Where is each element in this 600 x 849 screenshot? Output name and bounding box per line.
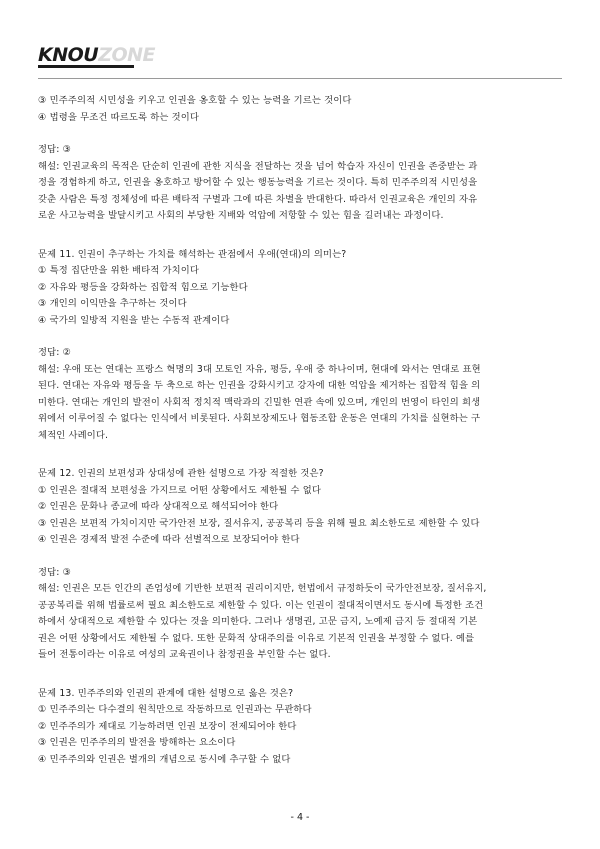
page-number: - 4 - [290,812,310,823]
explanation-line: 들어 전통이라는 이유로 여성의 교육권이나 참정권을 부인할 수는 없다. [38,649,331,660]
choice-line: ③ 인권은 민주주의의 발전을 방해하는 요소이다 [38,737,236,748]
question-block-12 [38,466,562,549]
document-body [38,93,562,768]
carryover-answer [38,142,562,225]
explanation-line: 위에서 이루어질 수 없다는 인식에서 비롯된다. 사회보장제도나 협동조합 운동은 연대의 가치를 실현하는 구 [38,413,481,424]
explanation-line: 권은 어떤 상황에서도 제한될 수 없다. 또한 문화적 상대주의를 이유로 기본적 인권을 부정할 수 없다. 예를 [38,632,475,644]
explanation-line: 해설: 인권은 모든 인간의 존엄성에 기반한 보편적 권리이지만, 헌법에서 규정하듯이 국가안전보장, 질서유지, [38,583,487,594]
explanation-line: 해설: 인권교육의 목적은 단순히 인권에 관한 지식을 전달하는 것을 넘어 학습자 자신이 인권을 존중받는 과 [38,160,478,172]
choice-line: ③ 개인의 이익만을 추구하는 것이다 [38,298,187,309]
spacer [38,126,562,142]
logo-text [38,44,155,66]
explanation-line: 로운 사고능력을 발달시키고 사회의 부당한 지배와 억압에 저항할 수 있는 힘을 길러내는 과정이다. [38,210,444,221]
explanation-line: 체적인 사례이다. [38,429,109,441]
choice-line: ④ 법령을 무조건 따르도록 하는 것이다 [38,111,199,123]
choice-line: ① 민주주의는 다수결의 원칙만으로 작동하므로 인권과는 무관하다 [38,704,312,715]
spacer [38,329,562,345]
question-text: 문제 11. 인권이 추구하는 가치를 해석하는 관점에서 우애(연대)의 의미는? [38,248,347,260]
header-divider [38,78,562,79]
explanation-line: 미한다. 연대는 개인의 발전이 사회적 정치적 맥락과의 긴밀한 연관 속에 있으며, 개인의 번영이 타인의 희생 [38,396,481,408]
logo-part-zone: ZONE [98,44,156,66]
spacer [38,664,562,686]
explanation-line: 해설: 우애 또는 연대는 프랑스 혁명의 3대 모토인 자유, 평등, 우애 중 하나이며, 현대에 와서는 연대로 표현 [38,363,481,375]
answer-label: 정답: ③ [38,566,72,578]
explanation-line: 정을 경험하게 하고, 인권을 옹호하고 방어할 수 있는 행동능력을 기르는 것이다. 특히 민주주의적 시민성을 [38,177,478,188]
spacer [38,549,562,565]
answer-label: 정답: ③ [38,144,72,155]
explanation-line: 된다. 연대는 자유와 평등을 두 축으로 하는 인권을 강화시키고 강자에 대한 억압을 제거하는 집합적 힘을 의 [38,380,481,391]
answer-block-11 [38,345,562,444]
choice-line: ② 자유와 평등을 강화하는 집합적 힘으로 기능한다 [38,281,248,293]
choice-line: ③ 민주주의적 시민성을 키우고 인권을 옹호할 수 있는 능력을 기르는 것이다 [38,95,352,106]
spacer [38,225,562,247]
choice-line: ③ 인권은 보편적 가치이지만 국가안전 보장, 질서유지, 공공복리 등을 위해 필요 최소한도로 제한할 수 있다 [38,517,480,529]
explanation-line: 갖춘 사람은 특정 정체성에 따른 배타적 구별과 그에 따른 차별을 반대한다. 따라서 인권교육은 개인의 자유 [38,193,478,205]
logo [38,44,562,70]
answer-block-12 [38,565,562,664]
logo-part-nou: NOU [52,44,99,66]
choice-line: ④ 인권은 경제적 발전 수준에 따라 선별적으로 보장되어야 한다 [38,534,300,545]
explanation-line: 공공복리를 위해 법률로써 필요 최소한도로 제한할 수 있다. 이는 인권이 절대적이면서도 동시에 특정한 조건 [38,599,484,611]
choice-line: ② 인권은 문화나 종교에 따라 상대적으로 해석되어야 한다 [38,501,279,512]
choice-line: ④ 민주주의와 인권은 별개의 개념으로 동시에 추구할 수 없다 [38,753,291,765]
carryover-choices [38,93,562,126]
choice-line: ④ 국가의 일방적 지원을 받는 수동적 관계이다 [38,314,230,326]
answer-label: 정답: ② [38,347,72,358]
choice-line: ① 특정 집단만을 위한 배타적 가치이다 [38,265,199,276]
question-block-11 [38,247,562,330]
choice-line: ② 민주주의가 제대로 기능하려면 인권 보장이 전제되어야 한다 [38,720,297,732]
spacer [38,444,562,466]
question-block-13 [38,686,562,769]
choice-line: ① 인권은 절대적 보편성을 가지므로 어떤 상황에서도 제한될 수 없다 [38,484,321,496]
question-text: 문제 12. 인권의 보편성과 상대성에 관한 설명으로 가장 적절한 것은? [38,468,324,479]
question-text: 문제 13. 민주주의와 인권의 관계에 대한 설명으로 옳은 것은? [38,687,294,699]
explanation-line: 하에서 상대적으로 제한할 수 있다는 것을 의미한다. 그러나 생명권, 고문 금지, 노예제 금지 등 절대적 기본 [38,616,478,627]
logo-part-k: K [38,44,53,66]
